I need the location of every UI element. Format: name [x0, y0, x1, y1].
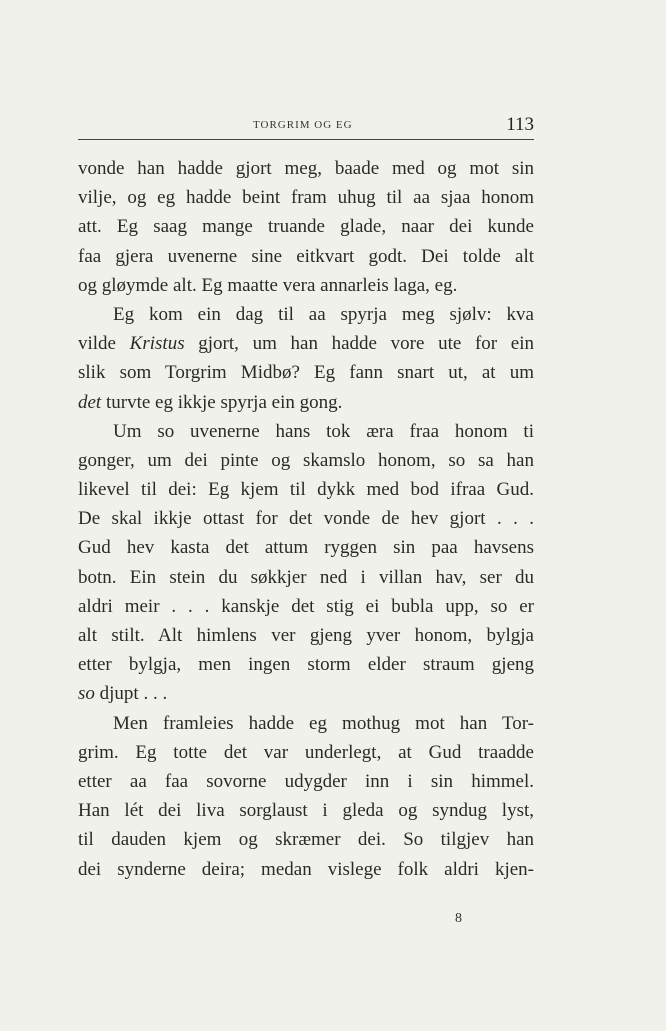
text-run: djupt . . .: [94, 683, 168, 705]
text-line: De skal ikkje ottast for det vonde de hev gjort . . .: [78, 508, 534, 530]
page-number: 113: [506, 114, 534, 135]
text-line: likevel til dei: Eg kjem til dykk med bod ifraa Gud.: [78, 479, 534, 501]
text-line: til dauden kjem og skræmer dei. So tilgjev han: [78, 829, 534, 851]
text-line: [78, 388, 534, 417]
text-line: vonde han hadde gjort meg, baade med og mot sin: [78, 158, 534, 179]
text-line: etter bylgja, men ingen storm elder straum gjeng: [78, 654, 534, 676]
text-line: vilje, og eg hadde beint fram uhug til aa sjaa honom: [78, 187, 534, 209]
text-line: Um so uvenerne hans tok æra fraa honom ti: [113, 420, 534, 442]
text-run: vilde: [78, 333, 130, 355]
text-line: Gud hev kasta det attum ryggen sin paa havsens: [78, 537, 534, 559]
emphasis-text: so: [78, 683, 95, 705]
text-line: Men framleies hadde eg mothug mot han Tor-: [113, 712, 534, 734]
text-line: og gløymde alt. Eg maatte vera annarleis laga, eg.: [78, 274, 458, 296]
text-line: faa gjera uvenerne sine eitkvart godt. Dei tolde alt: [78, 245, 534, 267]
running-head: [78, 111, 534, 139]
text-line: grim. Eg totte det var underlegt, at Gud traadde: [78, 741, 534, 763]
text-line: [78, 679, 534, 708]
text-line: slik som Torgrim Midbø? Eg fann snart ut, at um: [78, 362, 534, 384]
text-line: dei synderne deira; medan vislege folk aldri kjen-: [78, 858, 534, 880]
body-text: [78, 154, 534, 884]
text-run: gjort, um han hadde vore ute for ein: [184, 333, 534, 355]
signature-mark: 8: [455, 911, 462, 926]
emphasis-text: det: [78, 391, 102, 413]
text-line: Han lét dei liva sorglaust i gleda og syndug lyst,: [78, 800, 534, 822]
text-line: Eg kom ein dag til aa spyrja meg sjølv: kva: [113, 303, 534, 325]
text-line: alt stilt. Alt himlens ver gjeng yver honom, bylgja: [78, 625, 534, 646]
text-line: att. Eg saag mange truande glade, naar dei kunde: [78, 216, 534, 238]
text-line: etter aa faa sovorne udygder inn i sin himmel.: [78, 770, 534, 792]
emphasis-text: Kristus: [129, 333, 185, 355]
running-title: TORGRIM OG EG: [253, 119, 353, 131]
text-line: [78, 329, 534, 358]
text-line: gonger, um dei pinte og skamslo honom, so sa han: [78, 449, 534, 471]
text-run: turvte eg ikkje spyrja ein gong.: [101, 391, 343, 413]
text-line: botn. Ein stein du søkkjer ned i villan hav, ser du: [78, 566, 534, 588]
text-line: aldri meir . . . kanskje det stig ei bubla upp, so er: [78, 595, 534, 617]
header-rule: [78, 139, 534, 140]
